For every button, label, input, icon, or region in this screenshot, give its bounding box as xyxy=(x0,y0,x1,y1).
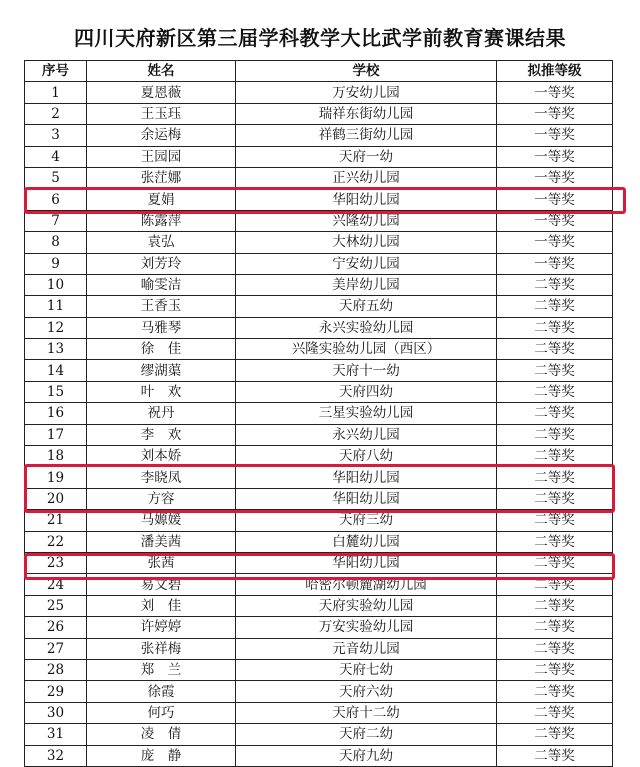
cell-number: 20 xyxy=(25,488,87,509)
cell-award: 二等奖 xyxy=(497,510,613,531)
cell-number: 25 xyxy=(25,595,87,616)
cell-name: 庞 静 xyxy=(87,745,236,766)
cell-school: 永兴实验幼儿园 xyxy=(236,317,497,338)
cell-school: 华阳幼儿园 xyxy=(236,552,497,573)
cell-school: 万安幼儿园 xyxy=(236,82,497,103)
cell-award: 二等奖 xyxy=(497,531,613,552)
table-body xyxy=(25,82,613,767)
cell-award: 二等奖 xyxy=(497,360,613,381)
table-row xyxy=(25,210,613,231)
cell-school: 华阳幼儿园 xyxy=(236,467,497,488)
cell-school: 华阳幼儿园 xyxy=(236,488,497,509)
table-row xyxy=(25,125,613,146)
cell-number: 27 xyxy=(25,638,87,659)
cell-school: 美岸幼儿园 xyxy=(236,274,497,295)
page-title: 四川天府新区第三届学科教学大比武学前教育赛课结果 xyxy=(74,26,566,50)
cell-school: 天府九幼 xyxy=(236,745,497,766)
cell-name: 许婷婷 xyxy=(87,617,236,638)
cell-award: 二等奖 xyxy=(497,724,613,745)
table-row xyxy=(25,146,613,167)
cell-name: 何巧 xyxy=(87,702,236,723)
table-row xyxy=(25,724,613,745)
cell-award: 二等奖 xyxy=(497,317,613,338)
cell-school: 天府十一幼 xyxy=(236,360,497,381)
cell-number: 10 xyxy=(25,274,87,295)
cell-award: 一等奖 xyxy=(497,125,613,146)
table-row xyxy=(25,702,613,723)
cell-school: 天府三幼 xyxy=(236,510,497,531)
cell-name: 陈露萍 xyxy=(87,210,236,231)
cell-name: 凌 倩 xyxy=(87,724,236,745)
cell-award: 一等奖 xyxy=(497,253,613,274)
cell-school: 三星实验幼儿园 xyxy=(236,403,497,424)
table-row xyxy=(25,659,613,680)
cell-name: 王园园 xyxy=(87,146,236,167)
table-header-row xyxy=(25,61,613,82)
cell-award: 一等奖 xyxy=(497,146,613,167)
table-row xyxy=(25,103,613,124)
cell-award: 一等奖 xyxy=(497,103,613,124)
cell-number: 2 xyxy=(25,103,87,124)
cell-award: 二等奖 xyxy=(497,381,613,402)
header-award: 拟推等级 xyxy=(497,61,613,82)
table-row xyxy=(25,488,613,509)
cell-name: 刘芳玲 xyxy=(87,253,236,274)
cell-name: 夏恩薇 xyxy=(87,82,236,103)
cell-number: 15 xyxy=(25,381,87,402)
cell-award: 二等奖 xyxy=(497,552,613,573)
table-row xyxy=(25,339,613,360)
cell-name: 张茳娜 xyxy=(87,167,236,188)
cell-number: 28 xyxy=(25,659,87,680)
header-school: 学校 xyxy=(236,61,497,82)
cell-award: 二等奖 xyxy=(497,339,613,360)
cell-name: 马嫄媛 xyxy=(87,510,236,531)
table-row xyxy=(25,745,613,766)
cell-award: 二等奖 xyxy=(497,446,613,467)
cell-number: 12 xyxy=(25,317,87,338)
table-row xyxy=(25,638,613,659)
cell-award: 二等奖 xyxy=(497,296,613,317)
cell-number: 7 xyxy=(25,210,87,231)
cell-number: 31 xyxy=(25,724,87,745)
cell-school: 哈密尔顿麓湖幼儿园 xyxy=(236,574,497,595)
cell-award: 一等奖 xyxy=(497,82,613,103)
cell-number: 6 xyxy=(25,189,87,210)
table-row xyxy=(25,510,613,531)
cell-school: 天府十二幼 xyxy=(236,702,497,723)
cell-name: 王玉珏 xyxy=(87,103,236,124)
cell-school: 天府五幼 xyxy=(236,296,497,317)
table-row xyxy=(25,253,613,274)
cell-name: 喻雯洁 xyxy=(87,274,236,295)
cell-award: 二等奖 xyxy=(497,467,613,488)
cell-school: 天府七幼 xyxy=(236,659,497,680)
cell-name: 易文碧 xyxy=(87,574,236,595)
cell-school: 兴隆幼儿园 xyxy=(236,210,497,231)
cell-school: 兴隆实验幼儿园（西区） xyxy=(236,339,497,360)
cell-award: 二等奖 xyxy=(497,403,613,424)
cell-number: 3 xyxy=(25,125,87,146)
cell-number: 16 xyxy=(25,403,87,424)
cell-award: 二等奖 xyxy=(497,574,613,595)
cell-school: 白麓幼儿园 xyxy=(236,531,497,552)
cell-number: 22 xyxy=(25,531,87,552)
table-row xyxy=(25,681,613,702)
cell-award: 二等奖 xyxy=(497,488,613,509)
cell-award: 一等奖 xyxy=(497,210,613,231)
cell-school: 永兴幼儿园 xyxy=(236,424,497,445)
cell-award: 二等奖 xyxy=(497,424,613,445)
cell-name: 刘本娇 xyxy=(87,446,236,467)
cell-name: 缪湖蕖 xyxy=(87,360,236,381)
cell-name: 李 欢 xyxy=(87,424,236,445)
cell-school: 天府四幼 xyxy=(236,381,497,402)
table-row xyxy=(25,552,613,573)
cell-school: 万安实验幼儿园 xyxy=(236,617,497,638)
cell-number: 9 xyxy=(25,253,87,274)
cell-name: 余运梅 xyxy=(87,125,236,146)
cell-number: 13 xyxy=(25,339,87,360)
table-row xyxy=(25,82,613,103)
cell-number: 19 xyxy=(25,467,87,488)
cell-number: 5 xyxy=(25,167,87,188)
cell-name: 李晓凤 xyxy=(87,467,236,488)
cell-award: 二等奖 xyxy=(497,681,613,702)
cell-number: 4 xyxy=(25,146,87,167)
cell-number: 29 xyxy=(25,681,87,702)
cell-school: 天府实验幼儿园 xyxy=(236,595,497,616)
cell-award: 二等奖 xyxy=(497,595,613,616)
table-row xyxy=(25,317,613,338)
cell-award: 二等奖 xyxy=(497,638,613,659)
cell-number: 1 xyxy=(25,82,87,103)
cell-school: 大林幼儿园 xyxy=(236,232,497,253)
cell-award: 一等奖 xyxy=(497,232,613,253)
cell-school: 天府一幼 xyxy=(236,146,497,167)
cell-school: 天府六幼 xyxy=(236,681,497,702)
results-table xyxy=(24,60,613,767)
cell-school: 瑞祥东街幼儿园 xyxy=(236,103,497,124)
table-row xyxy=(25,617,613,638)
cell-number: 32 xyxy=(25,745,87,766)
cell-school: 祥鹤三街幼儿园 xyxy=(236,125,497,146)
table-row xyxy=(25,595,613,616)
table-row xyxy=(25,574,613,595)
table-row xyxy=(25,296,613,317)
cell-number: 17 xyxy=(25,424,87,445)
cell-award: 二等奖 xyxy=(497,659,613,680)
cell-number: 23 xyxy=(25,552,87,573)
cell-award: 二等奖 xyxy=(497,274,613,295)
cell-name: 方容 xyxy=(87,488,236,509)
cell-name: 夏娟 xyxy=(87,189,236,210)
cell-name: 潘美茜 xyxy=(87,531,236,552)
cell-number: 8 xyxy=(25,232,87,253)
table-row xyxy=(25,274,613,295)
cell-award: 二等奖 xyxy=(497,745,613,766)
cell-number: 11 xyxy=(25,296,87,317)
cell-award: 二等奖 xyxy=(497,702,613,723)
table-row xyxy=(25,381,613,402)
table-row xyxy=(25,531,613,552)
table-row xyxy=(25,403,613,424)
table-row xyxy=(25,232,613,253)
cell-award: 二等奖 xyxy=(497,617,613,638)
table-row xyxy=(25,189,613,210)
table-row xyxy=(25,446,613,467)
cell-number: 21 xyxy=(25,510,87,531)
table-row xyxy=(25,467,613,488)
cell-name: 祝丹 xyxy=(87,403,236,424)
table-row xyxy=(25,167,613,188)
cell-number: 18 xyxy=(25,446,87,467)
cell-name: 徐霞 xyxy=(87,681,236,702)
cell-number: 24 xyxy=(25,574,87,595)
cell-name: 张祥梅 xyxy=(87,638,236,659)
cell-school: 华阳幼儿园 xyxy=(236,189,497,210)
cell-name: 郑 兰 xyxy=(87,659,236,680)
cell-number: 30 xyxy=(25,702,87,723)
table-row xyxy=(25,360,613,381)
cell-name: 刘 佳 xyxy=(87,595,236,616)
cell-name: 张茜 xyxy=(87,552,236,573)
cell-name: 袁弘 xyxy=(87,232,236,253)
cell-name: 徐 佳 xyxy=(87,339,236,360)
cell-award: 一等奖 xyxy=(497,189,613,210)
cell-name: 马雅琴 xyxy=(87,317,236,338)
header-name: 姓名 xyxy=(87,61,236,82)
header-number: 序号 xyxy=(25,61,87,82)
cell-school: 正兴幼儿园 xyxy=(236,167,497,188)
table-row xyxy=(25,424,613,445)
cell-name: 叶 欢 xyxy=(87,381,236,402)
cell-name: 王香玉 xyxy=(87,296,236,317)
cell-school: 宁安幼儿园 xyxy=(236,253,497,274)
cell-school: 天府二幼 xyxy=(236,724,497,745)
cell-number: 26 xyxy=(25,617,87,638)
cell-school: 元音幼儿园 xyxy=(236,638,497,659)
cell-school: 天府八幼 xyxy=(236,446,497,467)
cell-award: 一等奖 xyxy=(497,167,613,188)
cell-number: 14 xyxy=(25,360,87,381)
